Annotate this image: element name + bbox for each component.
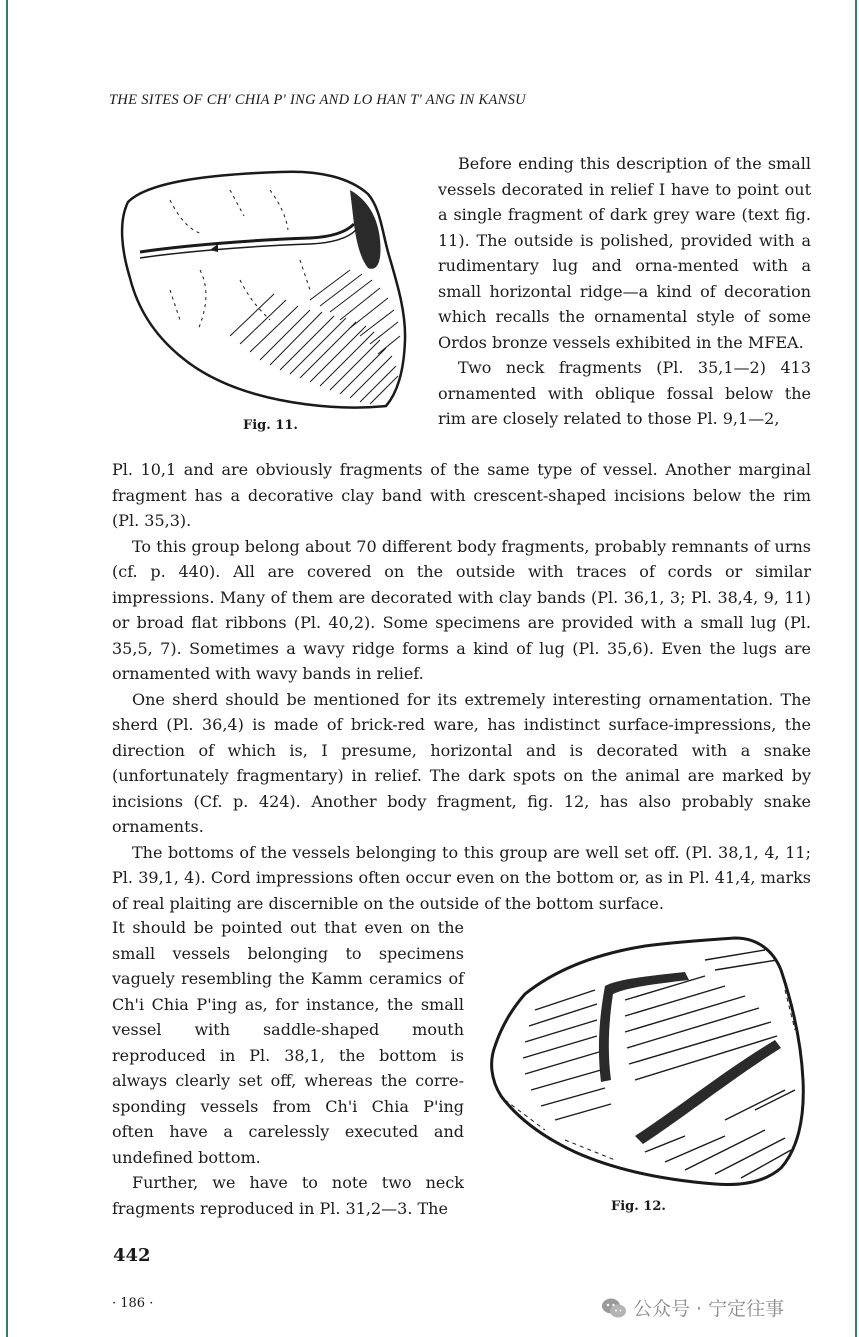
figure-11-caption: Fig. 11. bbox=[243, 418, 298, 433]
figure-11-illustration bbox=[110, 160, 415, 415]
paragraph-body-fragments: To this group belong about 70 different body fragments, probably remnants of urns (cf. p. 440). All are covered on the outside with traces of cords or similar impressions. Many of them are decorated with clay bands (Pl. 36,1, 3; Pl. 38,4, 9, 11) or broad flat ribbons (Pl. 40,2). Some specimens are provided with a small lug (Pl. 35,5, 7). Sometimes a wavy ridge forms a kind of lug (Pl. 35,6). Even the lugs are ornamented with wavy bands in relief. bbox=[112, 536, 811, 683]
full-width-text bbox=[112, 457, 811, 916]
paragraph-kamm-ceramics: It should be pointed out that even on the small vessels belonging to specimens vaguely resembling the Kamm ceramics of Ch'i Chia P'ing as, for instance, the small vessel with saddle-shaped mouth reproduced in Pl. 38,1, the bottom is always clearly set off, whereas the corre-sponding vessels from Ch'i Chia P'ing often have a carelessly executed and undefined bottom. bbox=[112, 918, 464, 1167]
paragraph-neck-fragments-start: Two neck fragments (Pl. 35,1—2) 413 ornamented with oblique fossal below the rim are closely related to those Pl. 9,1—2, bbox=[438, 358, 811, 428]
left-column-text bbox=[112, 915, 464, 1221]
page-frame-right bbox=[855, 0, 857, 1337]
right-column-text bbox=[438, 151, 811, 432]
paragraph-further-neck: Further, we have to note two neck fragments reproduced in Pl. 31,2—3. The bbox=[112, 1173, 464, 1218]
running-head: THE SITES OF CH' CHIA P' ING AND LO HAN T' ANG IN KANSU bbox=[109, 92, 526, 108]
paragraph-bottoms: The bottoms of the vessels belonging to this group are well set off. (Pl. 38,1, 4, 11; Pl. 39,1, 4). Cord impressions often occur even on the bottom or, as in Pl. 41,4, marks of real plaiting are discernible on the outside of the bottom surface. bbox=[112, 842, 811, 913]
figure-12-caption: Fig. 12. bbox=[611, 1199, 666, 1214]
page-frame-left bbox=[6, 0, 8, 1337]
paragraph-neck-fragments-continued: Pl. 10,1 and are obviously fragments of the same type of vessel. Another marginal fragment has a decorative clay band with crescent-shaped incisions below the rim (Pl. 35,3). bbox=[112, 460, 811, 530]
paragraph-snake-sherd: One sherd should be mentioned for its extremely interesting ornamentation. The sherd (Pl. 36,4) is made of brick-red ware, has indistinct surface-impressions, the direction of which is, I presume, horizontal and is decorated with a snake (unfortunately fragmentary) in relief. The dark spots on the animal are marked by incisions (Cf. p. 424). Another body fragment, fig. 12, has also probably snake ornaments. bbox=[112, 689, 811, 836]
paragraph-fig11-description: Before ending this description of the small vessels decorated in relief I have to point out a single fragment of dark grey ware (text fig. 11). The outside is polished, provided with a rudimentary lug and orna-mented with a small horizontal ridge—a kind of decoration which recalls the ornamental style of some Ordos bronze vessels exhibited in the MFEA. bbox=[438, 154, 811, 352]
page-number: 442 bbox=[113, 1245, 151, 1266]
figure-12-illustration bbox=[485, 930, 810, 1192]
watermark bbox=[601, 1294, 784, 1321]
wechat-icon bbox=[601, 1297, 627, 1319]
sub-page-number: · 186 · bbox=[112, 1296, 154, 1311]
watermark-text: 公众号 · 宁定往事 bbox=[633, 1298, 785, 1320]
